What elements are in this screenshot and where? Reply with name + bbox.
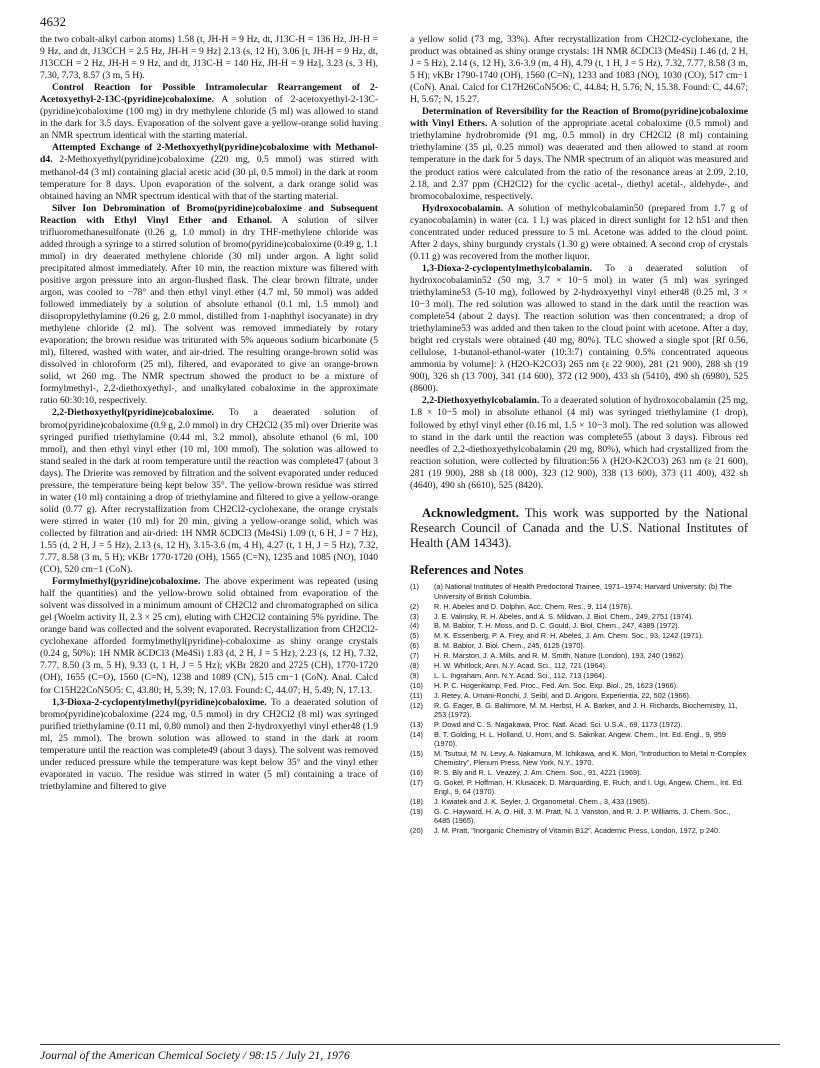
- section-heading: Attempted Exchange of 2-Methoxyethyl(pyridine)cobaloxime with Methanol-d4.: [40, 142, 378, 166]
- paragraph-text: A solution of the appropriate acetal cobaloxime (0.5 mmol) and triethylamine hydrobromide (91 mg, 0.5 mmol) in dry CH2Cl2 (8 ml) containing triethylamine (35 µl, 0.25 mmol) was deaerated and then allowed to stand at room temperature in the dark for 5 days. The NMR spectrum of an aliquot was measured and the product ratios were calculated from the ratio of the resonance areas at 2.09, 2.10, 2.18, and 2.37 ppm (CH2Cl2) for the cyclic acetal-, diethyl acetal-, aldehyde-, and bromocobaloxime, respectively.: [410, 118, 748, 202]
- reference-item: [410, 749, 748, 768]
- right-paragraph: [410, 34, 748, 106]
- reference-item: [410, 631, 748, 640]
- paragraph-text: To a deaerated solution of hydroxocobalamin (25 mg, 1.8 × 10−5 mol) in absolute ethanol (4 ml) was syringed triethylamine (1 drop), followed by ethyl vinyl ether (0.16 ml, 1.5 × 10−3 mol). The red solution was allowed to stand in the dark until the reaction was complete55 (about 3 days). Fibrous red needles of 2,2-diethoxyethylcobalamin (20 mg, 80%), which had crystallized from the reaction solution, were collected by filtration:56 λ (H2O-K2CO3) 263 nm (ε 21 600), 281 (19 900), 288 sh (18 000), 323 (12 900), 338 (13 600), 373 (11 400), 432 sh (4640), 490 sh (6610), 525 (8420).: [410, 395, 748, 491]
- reference-number: (12): [410, 700, 423, 710]
- section-heading: 2,2-Diethoxyethyl(pyridine)cobaloxime.: [52, 407, 215, 419]
- right-column-paragraphs: [410, 34, 748, 492]
- reference-text: (a) National Institutes of Health Predoctoral Trainee, 1971–1974; Harvard University; (b) The University of British Columbia.: [434, 582, 732, 601]
- reference-number: (4): [410, 621, 419, 631]
- reference-text: J. Kwiatek and J. K. Seyler, J. Organometal. Chem., 3, 433 (1965).: [434, 797, 650, 807]
- paragraph-text: the two cobalt-alkyl carbon atoms) 1.58 (t, JH-H = 9 Hz, dt, J13C-H = 136 Hz, JH-H = 9 Hz, and dt, J13CCH = 2.5 Hz, JH-H = 9 Hz] 2.13 (s, 12 H), 3.06 [t, JH-H = 9 Hz, dt, J13CCH = 2 Hz, JH-H = 9 Hz, and dt, J13C-H = 140 Hz, JH-H = 9 Hz], 3.23 (s, 3 H), 7.30, 7.73, 8.57 (3 m, 5 H).: [40, 34, 378, 82]
- section-heading: Formylmethyl(pyridine)cobaloxime.: [52, 576, 201, 588]
- page-number: 4632: [40, 14, 66, 29]
- reference-text: G. C. Hayward, H. A. O. Hill, J. M. Pratt, N. J. Vanston, and R. J. P. Williams, J. Chem. Soc., 6485 (1965).: [434, 806, 731, 826]
- section-heading: 2,2-Diethoxyethylcobalamin.: [422, 395, 540, 407]
- left-paragraph: [40, 697, 378, 793]
- acknowledgment: [410, 506, 748, 552]
- reference-text: M. K. Essenberg, P. A. Frey, and R. H. Abeles, J. Am. Chem. Soc., 93, 1242 (1971).: [434, 631, 704, 641]
- reference-number: (2): [410, 601, 419, 611]
- left-paragraph: [40, 34, 378, 82]
- reference-number: (5): [410, 631, 419, 641]
- acknowledgment-text: This work was supported by the National Research Council of Canada and the U.S. National Institutes of Health (AM 14343).: [410, 505, 748, 551]
- reference-item: [410, 602, 748, 611]
- section-heading: Silver Ion Debromination of Bromo(pyridine)cobaloxime and Subsequent Reaction with Ethyl Vinyl Ether and Ethanol.: [40, 202, 378, 226]
- reference-number: (19): [410, 806, 423, 816]
- references-list: [410, 582, 748, 835]
- references-heading: References and Notes: [410, 563, 524, 578]
- reference-item: [410, 671, 748, 680]
- reference-text: G. Gokel, P. Hoffman, H. Klusacek, D. Marquarding, E. Ruch, and I. Ugi, Angew. Chem., Int. Ed. Engl., 9, 64 (1970).: [434, 777, 744, 797]
- reference-text: R. S. Bly and R. L. Veazey, J. Am. Chem. Soc., 91, 4221 (1969).: [434, 767, 642, 777]
- reference-text: R. H. Abeles and D. Dolphin, Acc. Chem. Res., 9, 114 (1976).: [434, 601, 633, 611]
- right-column: [410, 34, 748, 836]
- paragraph-text: A solution of silver trifluoromethanesulfonate (0.26 g, 1.0 mmol) in dry THF-methylene chloride was added through a syringe to a stirred solution of bromo(pyridine)cobaloxime (0.49 g, 1.1 mmol) in dry deaerated methylene chloride (30 ml) under argon. A light solid precipitated almost immediately. After 10 min, the reaction mixture was filtered with positive argon pressure into an argon-flushed flask. The clear brown filtrate, under argon, was cooled to −78° and then ethyl vinyl ether (4.7 ml, 50 mmol) was added followed immediately by a solution of absolute ethanol (0.1 ml, 1.5 mmol) and diisopropylethylamine (0.26 g, 2.0 mmol, distilled from 1-naphthyl isocyanate) in dry methylene chloride (2 ml). The solvent was removed immediately by rotary evaporation; the brown residue was triturated with 5% aqueous sodium bicarbonate (5 ml), filtered, washed with water, and air-dried. The resulting orange-brown solid was dissolved in chloroform (25 ml), filtered, and evaporated to give an orange-brown solid, wt 260 mg. The NMR spectrum showed the product to be a mixture of formylmethyl-, 2,2-diethoxyethyl-, and unalkylated cobaloxime in the approximate ratio 60:30:10, respectively.: [40, 214, 379, 407]
- left-paragraph: [40, 142, 378, 202]
- right-paragraph: [410, 106, 748, 202]
- reference-item: [410, 807, 748, 826]
- reference-text: B. M. Babior, J. Biol. Chem., 245, 6125 (1970).: [434, 641, 585, 651]
- reference-number: (1): [410, 582, 419, 592]
- reference-item: [410, 730, 748, 749]
- section-heading: Control Reaction for Possible Intramolecular Rearrangement of 2-Acetoxyethyl-2-13C-(pyridine)cobaloxime.: [40, 82, 378, 106]
- section-heading: Determination of Reversibility for the Reaction of Bromo(pyridine)cobaloxime with Vinyl Ethers.: [410, 106, 748, 130]
- journal-footer: Journal of the American Chemical Society / 98:15 / July 21, 1976: [40, 1044, 780, 1062]
- reference-number: (7): [410, 651, 419, 661]
- reference-text: J. M. Pratt, "Inorganic Chemistry of Vitamin B12", Academic Press, London, 1972, p 240.: [434, 826, 721, 836]
- reference-text: B. M. Babior, T. H. Moss, and D. C. Gould, J. Biol. Chem., 247, 4389 (1972).: [434, 621, 680, 631]
- reference-number: (17): [410, 777, 423, 787]
- reference-item: [410, 681, 748, 690]
- reference-text: L. L. Ingraham, Ann. N.Y. Acad. Sci., 112, 713 (1964).: [434, 670, 607, 680]
- reference-text: J. Retey, A. Umani-Ronchi, J. Seibl, and D. Arigoni, Experientia, 22, 502 (1966).: [434, 690, 692, 700]
- reference-number: (14): [410, 729, 423, 739]
- reference-text: M. Tsutsui, M. N. Levy, A. Nakamura, M. Ichikawa, and K. Mori, "Introduction to Metal π-Complex Chemistry", Plenum Press, New York, N.Y., 1970.: [434, 748, 747, 768]
- reference-item: [410, 701, 748, 720]
- reference-number: (8): [410, 660, 419, 670]
- reference-item: [410, 641, 748, 650]
- left-paragraph: [40, 203, 378, 408]
- paragraph-text: 2-Methoxyethyl(pyridine)cobaloxime (220 mg, 0.5 mmol) was stirred with methanol-d4 (3 ml) containing glacial acetic acid (30 µl, 0.5 mmol) in the dark at room temperature for 8 days. Upon evaporation of the solvent, a dark orange solid was obtained having an NMR spectrum identical with that of the starting material.: [40, 154, 378, 202]
- reference-item: [410, 661, 748, 670]
- reference-item: [410, 651, 748, 660]
- reference-number: (20): [410, 826, 423, 836]
- reference-number: (9): [410, 670, 419, 680]
- reference-item: [410, 797, 748, 806]
- reference-item: [410, 768, 748, 777]
- left-paragraph: [40, 576, 378, 696]
- reference-item: [410, 691, 748, 700]
- reference-item: [410, 778, 748, 797]
- paragraph-text: The above experiment was repeated (using half the quantities) and the yellow-brown solid obtained from evaporation of the solvent was dissolved in a minimum amount of CH2Cl2 and chromatographed on silica gel (Woelm activity II, 2.3 × 25 cm), eluting with CH2Cl2 containing 5% pyridine. The orange band was collected and the solvent evaporated. Recrystallization from CH2Cl2-cyclohexane afforded formylmethyl(pyridine)-cobaloxime as shiny orange crystals (0.24 g, 50%): 1H NMR δCDCl3 (Me4Si) 1.83 (d, 2 H, J = 5 Hz), 2.23 (s, 12 H), 7.32, 7.77, 8.50 (3 m, 5 H), 9.33 (t, 1 H, J = 5 Hz); νKBr 2820 and 2725 (CH), 1770-1720 (OH), 1655 (C=O), 1560 (C=N), 1238 and 1089 (CN), 515 cm−1 (CoN). Anal. Calcd for C15H22CoN5O5: C, 43.80; H, 5.39; N, 17.03. Found: C, 44.07; H, 5.49; N, 17.13.: [40, 576, 378, 696]
- right-paragraph: [410, 263, 748, 396]
- right-paragraph: [410, 203, 748, 263]
- section-heading: Hydroxocobalamin.: [422, 202, 504, 214]
- acknowledgment-heading: Acknowledgment.: [422, 505, 519, 520]
- reference-item: [410, 582, 748, 601]
- reference-item: [410, 612, 748, 621]
- reference-item: [410, 826, 748, 835]
- reference-number: (3): [410, 611, 419, 621]
- left-column: [40, 34, 378, 793]
- reference-text: H. R. Marston, J. A. Mills, and R. M. Smith, Nature (London), 193, 240 (1962).: [434, 651, 686, 661]
- paragraph-text: To a deaerated solution of bromo(pyridine)cobaloxime (224 mg, 0.5 mmol) in dry CH2Cl2 (8 ml) was syringed purified triethylamine (0.11 ml, 0.80 mmol) and then 2-hydroxyethyl vinyl ether48 (1.9 ml, 25 mmol). The brown solution was allowed to stand in the dark at room temperature until the reaction was complete49 (about 3 days). The solvent was removed under reduced pressure while the temperature was kept below 35° and the vinyl ether evaporated in vacuo. The residue was stirred in water (5 ml) containing a trace of triethylamine and filtered to give: [40, 696, 378, 792]
- reference-item: [410, 720, 748, 729]
- reference-number: (11): [410, 690, 423, 700]
- reference-text: B. T. Golding, H. L. Holland, U. Horn, and S. Sakrikar, Angew. Chem., Int. Ed. Engl., 9, 959 (1970).: [434, 729, 726, 748]
- section-heading: 1,3-Dioxa-2-cyclopentylmethyl(pyridine)cobaloxime.: [52, 696, 267, 708]
- right-paragraph: [410, 395, 748, 491]
- paragraph-text: To a deaerated solution of hydroxocobalamin52 (50 mg, 3.7 × 10−5 mol) in water (5 ml) was syringed triethylamine53 (5-10 mg), followed by 2-hydroxyethyl vinyl ether48 (0.25 ml, 3 × 10−3 mol). The red solution was allowed to stand in the dark until the reaction was complete54 (about 2 days). The reaction solution was then concentrated; a drop of triethylamine53 was added and then taken to the cloud point with acetone. After a day, bright red crystals were obtained (40 mg, 80%). TLC showed a single spot [Rf 0.56, cellulose, 1-butanol-ethanol-water (10:3:7) containing 0.5% concentrated aqueous ammonia by volume]: λ (H2O-K2CO3) 265 nm (ε 22 900), 281 (21 900), 288 sh (19 900), 326 sh (13 700), 341 (14 600), 372 (12 900), 433 sh (5410), 490 sh (6980), 525 (8600).: [410, 262, 748, 395]
- reference-text: R. G. Eager, B. G. Baltimore, M. M. Herbst, H. A. Barker, and J. H. Richards, Biochemistry, 11, 253 (1972).: [434, 700, 738, 719]
- left-paragraph: [40, 407, 378, 576]
- reference-number: (18): [410, 797, 423, 807]
- left-paragraph: [40, 82, 378, 142]
- paragraph-text: A solution of 2-acetoxyethyl-2-13C-(pyridine)cobaloxime (100 mg) in dry methylene chloride (5 ml) was allowed to stand in the dark for 3.5 days. Evaporation of the solvent gave a yellow-orange solid having an NMR spectrum identical with the starting material.: [40, 94, 378, 142]
- reference-text: H. W. Whitlock, Ann. N.Y. Acad. Sci., 112, 721 (1964).: [434, 660, 607, 670]
- reference-number: (10): [410, 680, 423, 690]
- section-heading: 1,3-Dioxa-2-cyclopentylmethylcobalamin.: [422, 262, 593, 274]
- paragraph-text: a yellow solid (73 mg, 33%). After recrystallization from CH2Cl2-cyclohexane, the product was obtained as shiny orange crystals: 1H NMR δCDCl3 (Me4Si) 1.46 (d, 2 H, J = 5 Hz), 2.14 (s, 12 H), 3.6-3.9 (m, 4 H), 4.79 (t, 1 H, J = 5 Hz), 7.32, 7.77, 8.58 (3 m, 5 H); νKBr 1790-1740 (OH), 1560 (C=N), 1233 and 1083 (NO), 1030 (CO), 517 cm−1 (CoN). Anal. Calcd for C17H26CoN5O6: C, 44.84; H, 5.76; N, 15.38. Found: C, 44.67; H, 5.67; N, 15.27.: [410, 34, 748, 106]
- reference-text: J. E. Valinsky, R. H. Abeles, and A. S. Mildvan, J. Biol. Chem., 249, 2751 (1974).: [434, 611, 694, 621]
- reference-number: (16): [410, 767, 423, 777]
- reference-item: [410, 621, 748, 630]
- paragraph-text: A solution of methylcobalamin50 (prepared from 1.7 g of cyanocobalamin) in water (ca. 1 l.) was placed in direct sunlight for 12 h51 and then concentrated under reduced pressure to 5 ml. Acetone was added to the cloud point. After 2 days, shiny burgundy crystals (1.30 g) were obtained. A second crop of crystals (0.11 g) was recovered from the mother liquor.: [410, 202, 748, 262]
- reference-number: (6): [410, 641, 419, 651]
- reference-number: (13): [410, 719, 423, 729]
- reference-text: P. Dowd and C. S. Nagakawa, Proc. Natl. Acad. Sci. U.S.A., 69, 1173 (1972).: [434, 719, 683, 729]
- reference-number: (15): [410, 748, 423, 758]
- paragraph-text: To a deaerated solution of bromo(pyridine)cobaloxime (0.9 g, 2.0 mmol) in dry CH2Cl2 (35 ml) over Drierite was syringed purified triethylamine (0.44 ml, 3.2 mmol), absolute ethanol (6 ml, 100 mmol), and then ethyl vinyl ether (10 ml, 100 mmol). The solution was allowed to stand sealed in the dark at room temperature until the reaction was complete47 (about 3 days). The Drierite was removed by filtration and the solvent evaporated under reduced pressure, the temperature being kept below 35°. The yellow-brown residue was stirred in water (10 ml) containing a drop of triethylamine and filtered to give a yellow-orange solid (0.77 g). After recrystallization from CH2Cl2-cyclohexane, the orange crystals were stirred in water (10 ml) for 20 min, giving a yellow-orange solid, which was collected by filtration and air-dried: 1H NMR δCDCl3 (Me4Si) 1.09 (t, 6 H, J = 7 Hz), 1.55 (d, 2 H, J = 5 Hz), 2.13 (s, 12 H), 3.15-3.6 (m, 4 H), 4.27 (t, 1 H, J = 5 Hz), 7.32, 7.77, 8.58 (3 m, 5 H); νKBr 1770-1720 (OH), 1565 (C=N), 1235 and 1085 (NO), 1040 (CO), 520 cm−1 (CoN).: [40, 407, 378, 576]
- reference-text: H. P. C. Hogenkamp, Fed. Proc., Fed. Am. Soc. Exp. Biol., 25, 1623 (1966).: [434, 680, 679, 690]
